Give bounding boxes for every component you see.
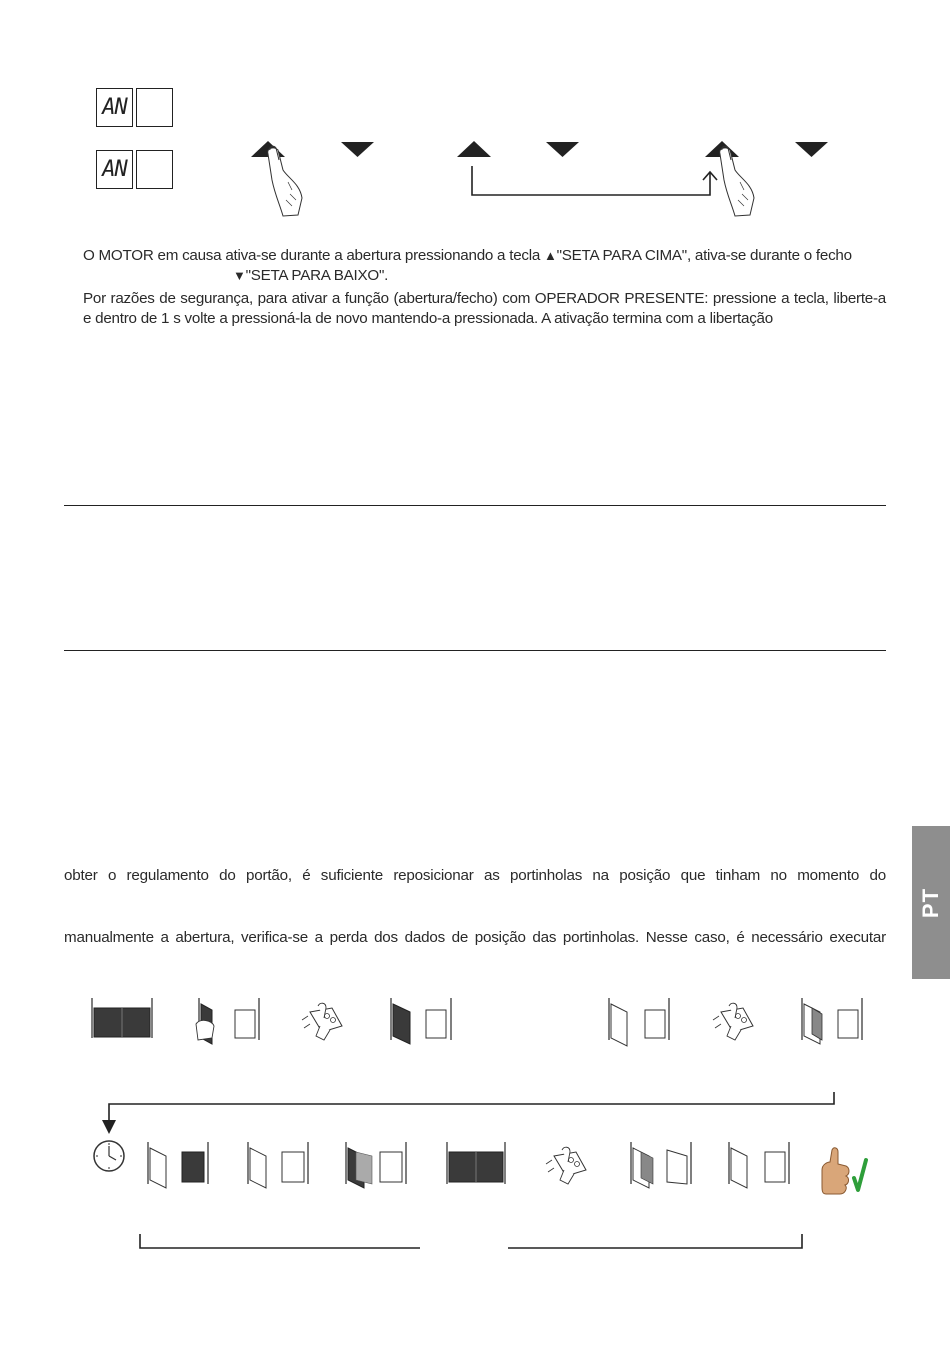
bracket-left <box>140 1234 420 1248</box>
language-tab-label: PT <box>918 887 943 918</box>
down-triangle-icon: ▼ <box>233 267 246 283</box>
down-label: "SETA PARA BAIXO". <box>245 266 389 284</box>
gate-open-icon <box>609 998 669 1046</box>
gate-open-icon <box>248 1142 308 1188</box>
up-label: "SETA PARA CIMA", ativa-se durante o fecho <box>556 247 852 264</box>
body-text-line: obter o regulamento do portão, é suficiente reposicionar as portinholas na posição que tinham no momento do <box>64 867 886 884</box>
remote-control-icon <box>302 1003 342 1040</box>
sequence-return-line <box>109 1092 834 1128</box>
body-text-line: manualmente a abertura, verifica-se a perda dos dados de posição das portinholas. Nesse caso, é necessário executar <box>64 929 886 946</box>
display-an-bottom: AN <box>96 150 133 189</box>
thumbs-up-icon <box>822 1148 849 1194</box>
bracket-right <box>508 1234 802 1248</box>
gate-leaf-icon <box>148 1142 208 1188</box>
remote-control-icon <box>713 1003 753 1040</box>
gate-leaf-icon <box>346 1142 406 1188</box>
remote-control-icon <box>546 1147 586 1184</box>
gate-open-icon <box>729 1142 789 1188</box>
gate-closed-icon <box>92 998 152 1038</box>
gate-opening-icon <box>631 1142 691 1188</box>
gate-closing-icon <box>802 998 862 1044</box>
gate-half-open-icon <box>391 998 451 1044</box>
gate-closed-icon <box>447 1142 505 1184</box>
gate-manual-open-icon <box>196 998 259 1044</box>
up-triangle-icon: ▲ <box>544 248 557 263</box>
clock-icon <box>94 1141 124 1171</box>
checkmark-icon <box>854 1160 866 1190</box>
display-an-top: AN <box>96 88 133 127</box>
paragraph-text: Por razões de segurança, para ativar a função (abertura/fecho) com OPERADOR PRESENTE: pressione a tecla, liberte-a e dentro de 1 s volte a pressioná-la de novo mantendo-a pressionada. A ativação termina com a libertação <box>83 290 886 327</box>
paragraph-text: O MOTOR em causa ativa-se durante a abertura pressionando a tecla <box>83 247 545 264</box>
